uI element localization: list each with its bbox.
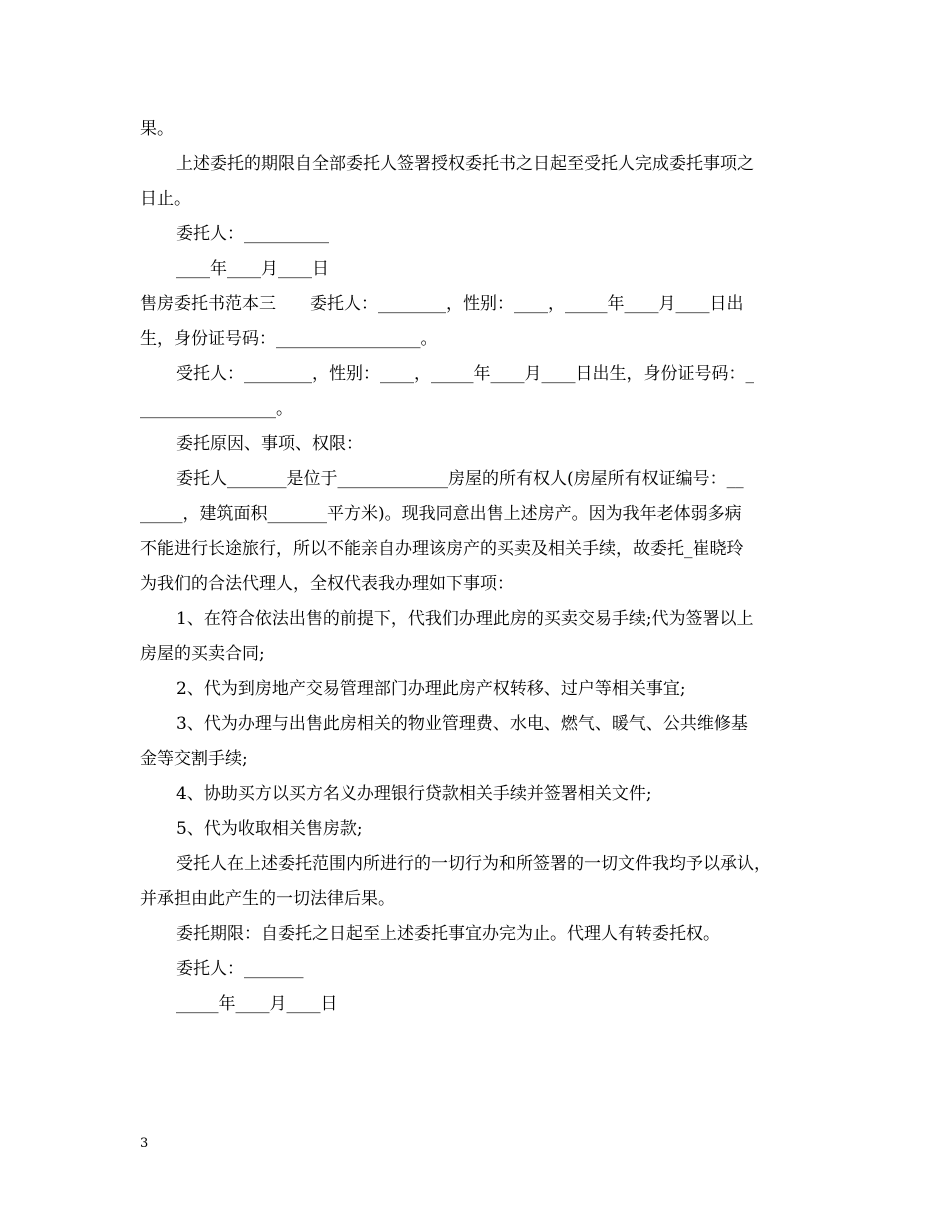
text-line: 为我们的合法代理人，全权代表我办理如下事项： [140,574,514,594]
document-body [140,112,812,1022]
text-line: ____年____月____日 [176,259,329,279]
list-item-line: 2、代为到房地产交易管理部门办理此房产权转移、过户等相关事宜; [176,679,686,699]
list-item-line: 4、协助买方以买方名义办理银行贷款相关手续并签署相关文件; [176,784,652,804]
text-line: 委托人_______是位于_____________房屋的所有权人(房屋所有权证编号：__ [176,469,744,489]
list-item-line: 5、代为收取相关售房款; [176,819,363,839]
text-line: _____，建筑面积_______平方米)。现我同意出售上述房产。因为我年老体弱多病 [140,504,742,524]
text-line: ________________。 [140,399,293,419]
text-line: 委托原因、事项、权限： [176,434,363,454]
text-line: 不能进行长途旅行，所以不能亲自办理该房产的买卖及相关手续，故委托_崔晓玲 [140,539,744,559]
text-line: 委托人：__________ [176,224,329,244]
text-line: 并承担由此产生的一切法律后果。 [140,889,395,909]
list-item-line: 1、在符合依法出售的前提下，代我们办理此房的买卖交易手续;代为签署以上 [176,609,754,629]
text-line: 金等交割手续; [140,749,248,769]
text-line: 房屋的买卖合同; [140,644,265,664]
text-line: 上述委托的期限自全部委托人签署授权委托书之日起至受托人完成委托事项之 [176,154,754,174]
page-number: 3 [140,1136,149,1151]
section-heading-line: 售房委托书范本三 委托人：________，性别：____，_____年____月____日出 [140,294,744,314]
signature-line: 委托人：_______ [176,959,304,979]
date-line: _____年____月____日 [176,994,338,1014]
text-line: 生，身份证号码：_________________。 [140,329,438,349]
text-line: 受托人在上述委托范围内所进行的一切行为和所签署的一切文件我均予以承认， [176,854,771,874]
text-line: 受托人：________，性别：____，_____年____月____日出生，身份证号码：_ [176,364,754,384]
text-line: 日止。 [140,189,191,209]
text-line: 委托期限：自委托之日起至上述委托事宜办完为止。代理人有转委托权。 [176,924,720,944]
text-line: 果。 [140,119,174,139]
list-item-line: 3、代为办理与出售此房相关的物业管理费、水电、燃气、暖气、公共维修基 [176,714,748,734]
